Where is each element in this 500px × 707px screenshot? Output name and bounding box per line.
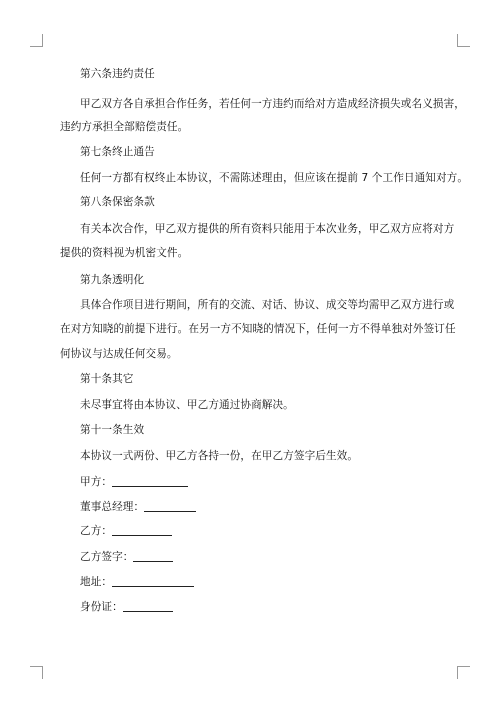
field-id-card	[80, 600, 173, 614]
article-10-heading: 第十条其它	[80, 373, 134, 385]
article-11-heading: 第十一条生效	[80, 424, 145, 436]
article-8-text-line-2: 提供的资料视为机密文件。	[60, 247, 189, 259]
field-party-a-label: 甲方：	[80, 476, 113, 488]
article-6-heading: 第六条违约责任	[80, 68, 155, 80]
field-party-b-signature-blank[interactable]	[133, 550, 173, 562]
field-party-b	[80, 524, 172, 538]
field-managing-director	[80, 500, 196, 514]
field-address-label: 地址：	[80, 576, 113, 588]
article-9-text-line-1: 具体合作项目进行期间，所有的交流、对话、协议、成交等均需甲乙双方进行或	[80, 299, 455, 311]
article-8-heading: 第八条保密条款	[80, 196, 155, 208]
article-8-text-line-1: 有关本次合作，甲乙双方提供的所有资料只能用于本次业务，甲乙双方应将对方	[80, 223, 455, 235]
field-party-b-label: 乙方：	[80, 525, 113, 537]
field-party-a-blank[interactable]	[112, 475, 188, 487]
article-7-text: 任何一方都有权终止本协议，不需陈述理由，但应该在提前 7 个工作日通知对方。	[80, 172, 469, 184]
article-9-text-line-3: 何协议与达成任何交易。	[60, 348, 178, 360]
crop-mark-bottom-right	[457, 666, 470, 679]
crop-mark-top-left	[30, 34, 43, 47]
crop-mark-top-right	[457, 34, 470, 47]
article-7-heading: 第七条终止通告	[80, 146, 155, 158]
field-party-a	[80, 475, 188, 489]
article-10-text: 未尽事宜将由本协议、甲乙方通过协商解决。	[80, 399, 294, 411]
field-address	[80, 575, 194, 589]
article-6-text-line-1: 甲乙双方各自承担合作任务，若任何一方违约而给对方造成经济损失或名义损害，	[80, 98, 465, 110]
article-11-text: 本协议一式两份、甲乙方各持一份，在甲乙方签字后生效。	[80, 450, 359, 462]
article-9-text-line-2: 在对方知晓的前提下进行。在另一方不知晓的情况下，任何一方不得单独对外签订任	[60, 323, 456, 335]
article-9-heading: 第九条透明化	[80, 274, 145, 286]
field-managing-director-label: 董事总经理：	[80, 501, 145, 513]
field-party-b-signature	[80, 550, 173, 564]
field-address-blank[interactable]	[112, 575, 194, 587]
article-6-text-line-2: 违约方承担全部赔偿责任。	[60, 121, 189, 133]
field-party-b-signature-label: 乙方签字：	[80, 551, 134, 563]
field-party-b-blank[interactable]	[112, 524, 172, 536]
field-managing-director-blank[interactable]	[144, 500, 196, 512]
field-id-card-blank[interactable]	[123, 600, 173, 612]
crop-mark-bottom-left	[30, 666, 43, 679]
field-id-card-label: 身份证：	[80, 601, 123, 613]
